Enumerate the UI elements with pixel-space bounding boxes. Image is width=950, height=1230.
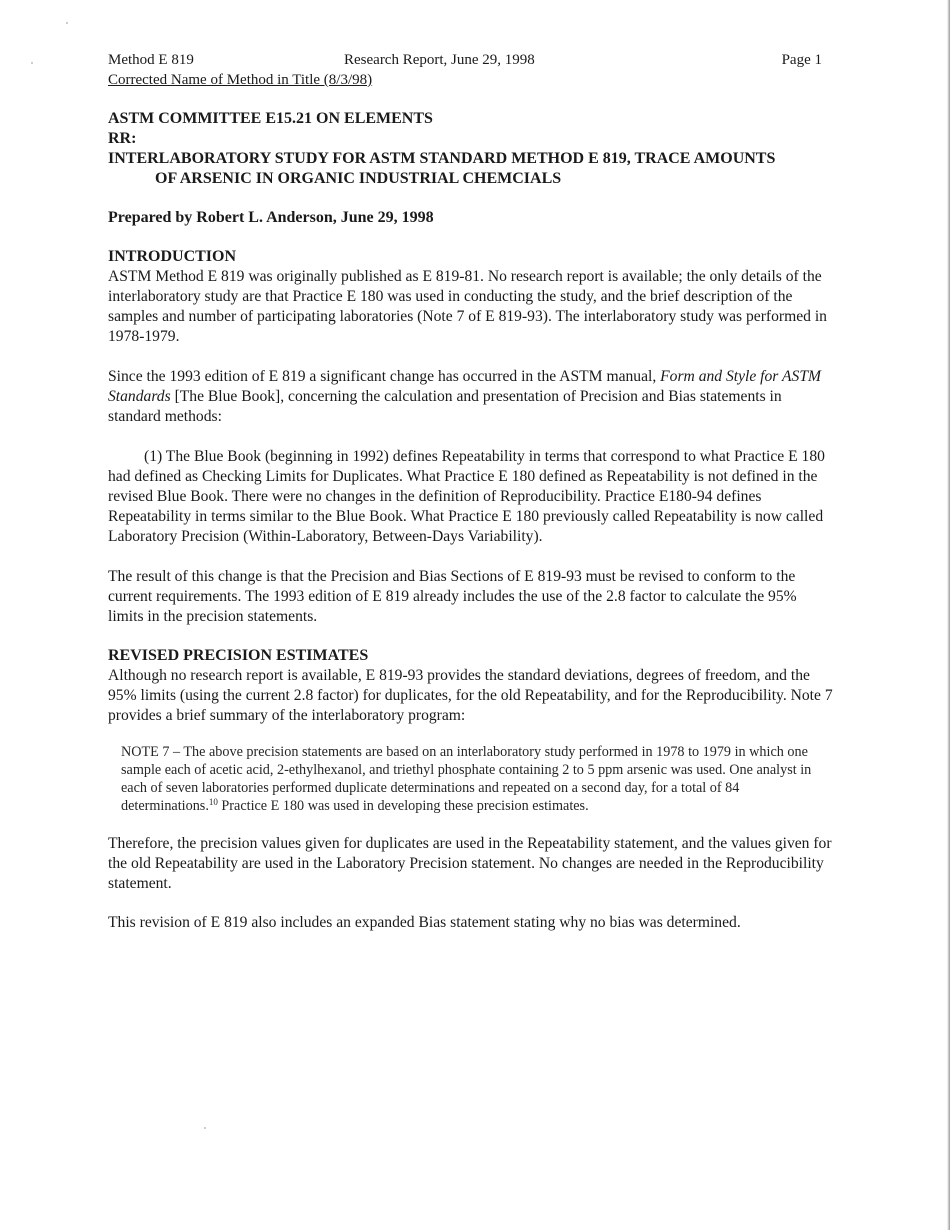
intro-paragraph-2-end: [The Blue Book], concerning the calculation and presentation of Precision and Bias statements in standard methods: [108,388,782,425]
footnote-reference: 10 [208,797,218,807]
method-number: Method E 819 [108,52,194,68]
document-page [108,50,834,933]
introduction-heading: INTRODUCTION [108,248,237,265]
report-date: Research Report, June 29, 1998 [344,52,535,68]
committee-block [108,109,834,189]
intro-paragraph-3: (1) The Blue Book (beginning in 1992) defines Repeatability in terms that correspond to what Practice E 180 had defined as Checking Limits for Duplicates. What Practice E 180 defined as Repeatability is not defined in the revised Blue Book. There were no changes in the definition of Reproducibility. Practice E180-94 defines Repeatability in terms similar to the Blue Book. What Practice E 180 previously called Repeatability is now called Laboratory Precision (Within-Laboratory, Between-Days Variability). [108,448,825,545]
note-7 [121,743,834,815]
revised-paragraph-2: Therefore, the precision values given for duplicates are used in the Repeatability statement, and the values given for the old Repeatability are used in the Laboratory Precision statement. No changes are needed in the Reproducibility statement. [108,835,832,892]
revised-paragraph-3: This revision of E 819 also includes an expanded Bias statement stating why no bias was determined. [108,914,741,931]
committee-title: ASTM COMMITTEE E15.21 ON ELEMENTS [108,110,433,127]
prepared-by: Prepared by Robert L. Anderson, June 29, 1998 [108,209,434,226]
revised-heading: REVISED PRECISION ESTIMATES [108,647,369,664]
study-title-line-1: INTERLABORATORY STUDY FOR ASTM STANDARD METHOD E 819, TRACE AMOUNTS [108,150,776,167]
correction-note: Corrected Name of Method in Title (8/3/98) [108,72,373,88]
page-header [108,50,834,70]
study-title-line-2: OF ARSENIC IN ORGANIC INDUSTRIAL CHEMCIALS [155,170,562,187]
scan-speck [66,22,68,24]
intro-paragraph-1: ASTM Method E 819 was originally published as E 819-81. No research report is available; the only details of the interlaboratory study are that Practice E 180 was used in conducting the study, and the brief description of the samples and number of participating laboratories (Note 7 of E 819-93). The interlaboratory study was performed in 1978-1979. [108,268,827,345]
scan-speck [204,1127,206,1129]
page-number: Page 1 [781,52,822,68]
note-7-text: NOTE 7 – The above precision statements are based on an interlaboratory study performed in 1978 to 1979 in which one sample each of acetic acid, 2-ethylhexanol, and triethyl phosphate containing 2 to 5 ppm arsenic was used. One analyst in each of seven laboratories performed duplicate determinations and repeated on a second day, for a total of 84 determinations. [121,744,812,814]
intro-paragraph-4: The result of this change is that the Precision and Bias Sections of E 819-93 must be revised to conform to the current requirements. The 1993 edition of E 819 already includes the use of the 2.8 factor to calculate the 95% limits in the precision statements. [108,568,797,625]
intro-paragraph-2-start: Since the 1993 edition of E 819 a significant change has occurred in the ASTM manual, [108,368,661,385]
note-7-text-end: Practice E 180 was used in developing these precision estimates. [217,798,589,814]
blue-book-title: Form and Style for ASTM Standards [108,368,821,405]
intro-paragraph-2 [108,367,834,427]
rr-label: RR: [108,130,137,147]
revised-paragraph-1: Although no research report is available, E 819-93 provides the standard deviations, degrees of freedom, and the 95% limits (using the current 2.8 factor) for duplicates, for the old Repeatability, and for the Reproducibility. Note 7 provides a brief summary of the interlaboratory program: [108,667,833,724]
scan-speck [31,62,33,64]
